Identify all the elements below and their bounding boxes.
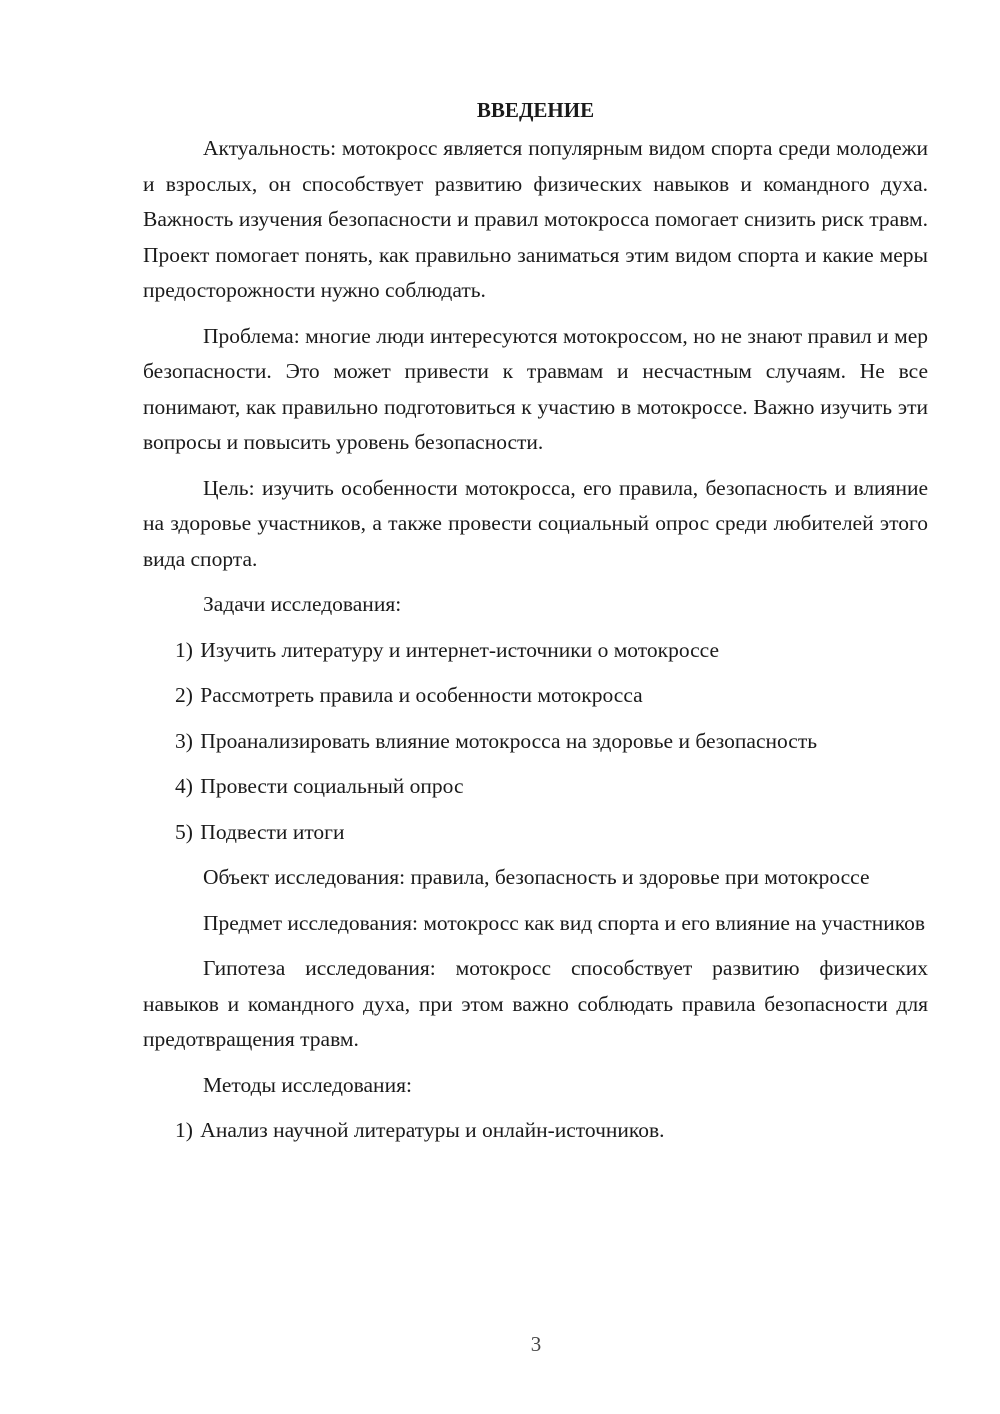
task-text: Подвести итоги (200, 819, 345, 844)
task-item-1 (143, 633, 928, 669)
task-number: 1) (175, 637, 193, 662)
task-text: Изучить литературу и интернет-источники о мотокроссе (200, 637, 719, 662)
task-item-3 (143, 724, 928, 760)
task-number: 5) (175, 819, 193, 844)
methods-heading: Методы исследования: (203, 1072, 412, 1097)
hypothesis-paragraph: Гипотеза исследования: мотокросс способствует развитию физических навыков и командного духа, при этом важно соблюдать правила безопасности для предотвращения травм. (143, 956, 928, 1051)
task-item-2 (143, 678, 928, 714)
page-number: 3 (530, 1332, 542, 1356)
page-title: ВВЕДЕНИЕ (476, 98, 595, 122)
task-item-5 (143, 815, 928, 851)
tasks-list (143, 633, 928, 851)
tasks-heading: Задачи исследования: (203, 592, 402, 616)
method-number: 1) (175, 1118, 193, 1142)
task-text: Провести социальный опрос (200, 774, 464, 798)
object-paragraph: Объект исследования: правила, безопасность и здоровье при мотокроссе (203, 865, 870, 889)
method-text: Анализ научной литературы и онлайн-источников. (200, 1118, 665, 1142)
task-text: Рассмотреть правила и особенности мотокросса (200, 683, 643, 707)
goal-paragraph: Цель: изучить особенности мотокросса, его правила, безопасность и влияние на здоровье участников, а также провести социальный опрос среди любителей этого вида спорта. (143, 475, 928, 571)
task-item-4 (143, 769, 928, 805)
methods-list (143, 1113, 928, 1149)
subject-paragraph: Предмет исследования: мотокросс как вид спорта и его влияние на участников (203, 910, 925, 935)
task-number: 3) (175, 728, 193, 753)
task-text: Проанализировать влияние мотокросса на здоровье и безопасность (200, 728, 818, 753)
relevance-paragraph: Актуальность: мотокросс является популярным видом спорта среди молодежи и взрослых, он способствует развитию физических навыков и командного духа. Важность изучения безопасности и правил мотокросса помогает снизить риск травм. Проект помогает понять, как правильно заниматься этим видом спорта и какие меры предосторожности нужно соблюдать. (143, 136, 928, 302)
method-item-1 (143, 1113, 928, 1149)
problem-paragraph: Проблема: многие люди интересуются мотокроссом, но не знают правил и мер безопасности. Это может привести к травмам и несчастным случаям. Не все понимают, как правильно подготовиться к участию в мотокроссе. Важно изучить эти вопросы и повысить уровень безопасности. (143, 323, 928, 454)
document-page (143, 92, 928, 1159)
task-number: 2) (175, 683, 193, 707)
task-number: 4) (175, 774, 193, 798)
